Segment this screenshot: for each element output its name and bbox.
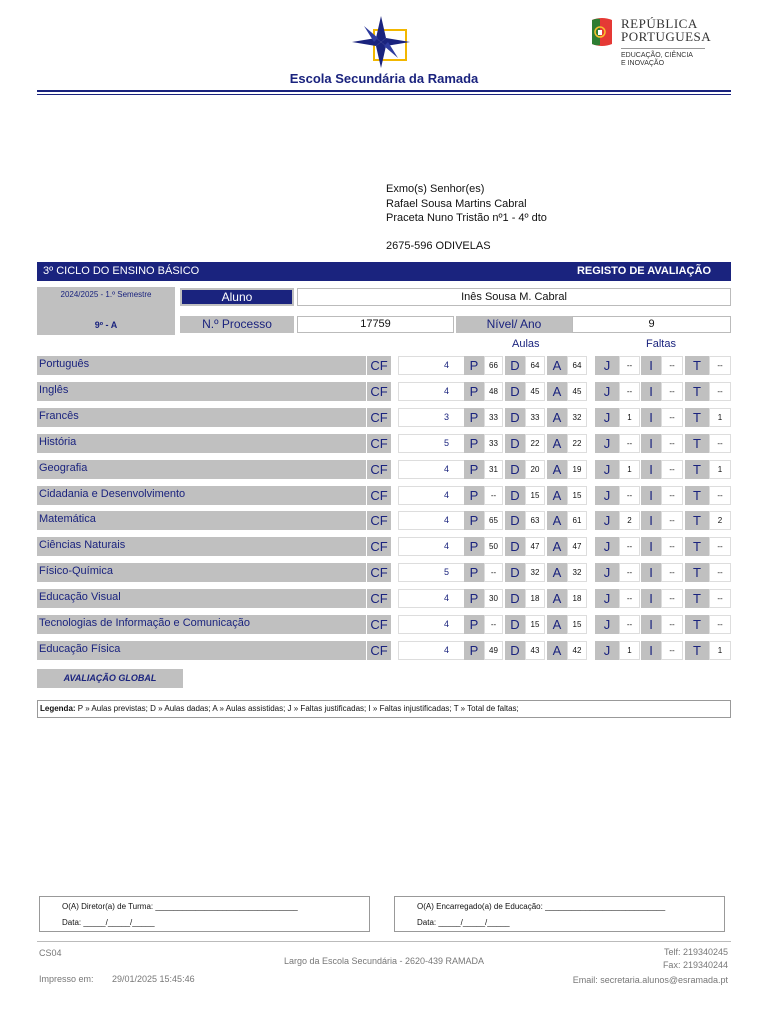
j-label: J <box>595 563 619 582</box>
p-value: 48 <box>484 382 503 401</box>
portugal-flag-icon <box>588 16 616 48</box>
t-label: T <box>685 434 709 453</box>
d-value: 64 <box>525 356 545 375</box>
cf-value: 4 <box>398 382 495 401</box>
j-value: 1 <box>619 460 640 479</box>
cf-label: CF <box>367 486 391 505</box>
i-value: -- <box>661 511 683 530</box>
footer-printed-label: Impresso em: <box>39 974 94 984</box>
t-label: T <box>685 589 709 608</box>
j-label: J <box>595 641 619 660</box>
header-divider <box>37 90 731 92</box>
p-value: -- <box>484 486 503 505</box>
d-label: D <box>505 615 525 634</box>
cf-label: CF <box>367 460 391 479</box>
footer-address: Largo da Escola Secundária - 2620-439 RAMADA <box>283 956 485 966</box>
cf-label: CF <box>367 511 391 530</box>
i-label: I <box>641 641 661 660</box>
footer-divider <box>37 941 731 942</box>
d-label: D <box>505 382 525 401</box>
i-label: I <box>641 382 661 401</box>
p-label: P <box>464 408 484 427</box>
t-value: -- <box>709 382 731 401</box>
j-value: 2 <box>619 511 640 530</box>
t-label: T <box>685 537 709 556</box>
global-evaluation-label: AVALIAÇÃO GLOBAL <box>37 669 183 688</box>
cf-label: CF <box>367 356 391 375</box>
table-row <box>37 356 731 375</box>
cf-label: CF <box>367 537 391 556</box>
a-label: A <box>547 382 567 401</box>
p-value: -- <box>484 563 503 582</box>
j-label: J <box>595 382 619 401</box>
d-label: D <box>505 511 525 530</box>
i-label: I <box>641 408 661 427</box>
subject-name: Educação Física <box>37 641 366 660</box>
p-label: P <box>464 615 484 634</box>
cf-label: CF <box>367 615 391 634</box>
cf-value: 5 <box>398 434 495 453</box>
cf-label: CF <box>367 563 391 582</box>
guardian-signature-line: O(A) Encarregado(a) de Educação: ___________________________ <box>417 902 666 911</box>
i-value: -- <box>661 589 683 608</box>
processo-label: N.º Processo <box>180 316 294 333</box>
j-label: J <box>595 615 619 634</box>
j-value: -- <box>619 537 640 556</box>
d-value: 33 <box>525 408 545 427</box>
subject-name: Geografia <box>37 460 366 479</box>
t-value: -- <box>709 434 731 453</box>
p-value: 33 <box>484 434 503 453</box>
government-logo <box>588 16 728 72</box>
t-value: 1 <box>709 641 731 660</box>
t-label: T <box>685 486 709 505</box>
cf-label: CF <box>367 434 391 453</box>
subject-name: História <box>37 434 366 453</box>
p-label: P <box>464 563 484 582</box>
t-value: 1 <box>709 460 731 479</box>
table-row <box>37 486 731 505</box>
t-value: -- <box>709 486 731 505</box>
aluno-label: Aluno <box>182 290 292 304</box>
p-value: 30 <box>484 589 503 608</box>
p-label: P <box>464 382 484 401</box>
gov-title-line2: PORTUGUESA <box>621 29 712 44</box>
i-label: I <box>641 356 661 375</box>
a-label: A <box>547 511 567 530</box>
t-value: 1 <box>709 408 731 427</box>
p-value: 65 <box>484 511 503 530</box>
p-label: P <box>464 589 484 608</box>
a-label: A <box>547 434 567 453</box>
director-date-line: Data: _____/_____/_____ <box>62 918 155 927</box>
j-value: 1 <box>619 408 640 427</box>
subject-name: Ciências Naturais <box>37 537 366 556</box>
i-value: -- <box>661 641 683 660</box>
p-value: 31 <box>484 460 503 479</box>
d-value: 22 <box>525 434 545 453</box>
a-label: A <box>547 641 567 660</box>
p-label: P <box>464 641 484 660</box>
subject-name: Francês <box>37 408 366 427</box>
legend-text: P » Aulas previstas; D » Aulas dadas; A » Aulas assistidas; J » Faltas justificadas; I » Faltas injustificadas; T » Total de faltas; <box>75 704 519 713</box>
p-label: P <box>464 511 484 530</box>
cf-label: CF <box>367 589 391 608</box>
p-label: P <box>464 486 484 505</box>
t-label: T <box>685 615 709 634</box>
gov-ministry-line1: EDUCAÇÃO, CIÊNCIA <box>621 52 693 59</box>
director-signature-line: O(A) Diretor(a) de Turma: ________________________________ <box>62 902 298 911</box>
t-value: -- <box>709 615 731 634</box>
t-value: -- <box>709 356 731 375</box>
cf-value: 4 <box>398 486 495 505</box>
t-label: T <box>685 563 709 582</box>
semester-label: 2024/2025 - 1.º Semestre <box>60 290 152 299</box>
j-value: -- <box>619 563 640 582</box>
j-value: -- <box>619 382 640 401</box>
j-label: J <box>595 511 619 530</box>
j-label: J <box>595 537 619 556</box>
i-value: -- <box>661 434 683 453</box>
i-label: I <box>641 434 661 453</box>
guardian-date-line: Data: _____/_____/_____ <box>417 918 510 927</box>
a-value: 42 <box>567 641 587 660</box>
j-value: -- <box>619 615 640 634</box>
d-label: D <box>505 537 525 556</box>
p-label: P <box>464 460 484 479</box>
p-value: 49 <box>484 641 503 660</box>
j-value: -- <box>619 486 640 505</box>
table-row <box>37 589 731 608</box>
j-label: J <box>595 356 619 375</box>
faltas-group-label: Faltas <box>646 338 676 350</box>
a-label: A <box>547 460 567 479</box>
address-salutation: Exmo(s) Senhor(es) <box>386 183 485 195</box>
d-value: 32 <box>525 563 545 582</box>
table-row <box>37 563 731 582</box>
a-value: 32 <box>567 563 587 582</box>
i-value: -- <box>661 460 683 479</box>
subject-name: Matemática <box>37 511 366 530</box>
j-label: J <box>595 589 619 608</box>
gov-ministry-line2: E INOVAÇÃO <box>621 60 665 67</box>
a-value: 61 <box>567 511 587 530</box>
table-row <box>37 641 731 660</box>
a-value: 18 <box>567 589 587 608</box>
footer-email: Email: secretaria.alunos@esramada.pt <box>572 975 728 985</box>
subject-name: Educação Visual <box>37 589 366 608</box>
cf-label: CF <box>367 641 391 660</box>
d-label: D <box>505 460 525 479</box>
a-label: A <box>547 486 567 505</box>
j-value: 1 <box>619 641 640 660</box>
cycle-label: 3º CICLO DO ENSINO BÁSICO <box>43 265 200 277</box>
table-row <box>37 615 731 634</box>
subject-name: Tecnologias de Informação e Comunicação <box>37 615 366 634</box>
j-label: J <box>595 486 619 505</box>
p-value: 33 <box>484 408 503 427</box>
j-value: -- <box>619 589 640 608</box>
aulas-group-label: Aulas <box>512 338 540 350</box>
a-label: A <box>547 563 567 582</box>
j-label: J <box>595 460 619 479</box>
cf-value: 4 <box>398 537 495 556</box>
address-street: Praceta Nuno Tristão nº1 - 4º dto <box>386 212 547 224</box>
i-value: -- <box>661 537 683 556</box>
i-label: I <box>641 460 661 479</box>
a-label: A <box>547 408 567 427</box>
t-value: -- <box>709 537 731 556</box>
d-value: 20 <box>525 460 545 479</box>
d-value: 15 <box>525 615 545 634</box>
j-label: J <box>595 408 619 427</box>
t-label: T <box>685 511 709 530</box>
a-value: 22 <box>567 434 587 453</box>
cf-value: 4 <box>398 615 495 634</box>
cf-value: 4 <box>398 641 495 660</box>
i-label: I <box>641 589 661 608</box>
d-value: 45 <box>525 382 545 401</box>
table-row <box>37 511 731 530</box>
cf-value: 4 <box>398 589 495 608</box>
p-value: 66 <box>484 356 503 375</box>
d-label: D <box>505 356 525 375</box>
d-value: 63 <box>525 511 545 530</box>
table-row <box>37 434 731 453</box>
cf-label: CF <box>367 382 391 401</box>
i-value: -- <box>661 408 683 427</box>
a-label: A <box>547 356 567 375</box>
i-value: -- <box>661 382 683 401</box>
subject-name: Cidadania e Desenvolvimento <box>37 486 366 505</box>
t-label: T <box>685 641 709 660</box>
d-value: 47 <box>525 537 545 556</box>
d-label: D <box>505 408 525 427</box>
a-value: 15 <box>567 615 587 634</box>
school-name: Escola Secundária da Ramada <box>289 71 479 86</box>
gov-divider <box>621 48 705 49</box>
t-value: -- <box>709 589 731 608</box>
i-value: -- <box>661 563 683 582</box>
i-label: I <box>641 486 661 505</box>
processo-value: 17759 <box>297 316 454 333</box>
j-value: -- <box>619 434 640 453</box>
address-postal: 2675-596 ODIVELAS <box>386 240 491 252</box>
i-value: -- <box>661 615 683 634</box>
address-name: Rafael Sousa Martins Cabral <box>386 198 527 210</box>
a-label: A <box>547 615 567 634</box>
p-label: P <box>464 537 484 556</box>
p-label: P <box>464 434 484 453</box>
cf-value: 3 <box>398 408 495 427</box>
d-label: D <box>505 563 525 582</box>
header-divider-thin <box>37 94 731 95</box>
i-value: -- <box>661 486 683 505</box>
a-value: 45 <box>567 382 587 401</box>
d-value: 15 <box>525 486 545 505</box>
p-label: P <box>464 356 484 375</box>
t-label: T <box>685 460 709 479</box>
school-logo-icon <box>352 16 410 68</box>
table-row <box>37 460 731 479</box>
t-label: T <box>685 356 709 375</box>
a-value: 15 <box>567 486 587 505</box>
a-value: 19 <box>567 460 587 479</box>
t-label: T <box>685 382 709 401</box>
report-title: REGISTO DE AVALIAÇÃO <box>576 265 711 277</box>
title-band <box>37 262 731 281</box>
j-label: J <box>595 434 619 453</box>
footer-printed-value: 29/01/2025 15:45:46 <box>112 974 195 984</box>
d-label: D <box>505 641 525 660</box>
footer-fax: Fax: 219340244 <box>662 960 728 970</box>
d-label: D <box>505 589 525 608</box>
a-label: A <box>547 537 567 556</box>
cf-value: 4 <box>398 460 495 479</box>
i-label: I <box>641 615 661 634</box>
footer-tel: Telf: 219340245 <box>663 947 728 957</box>
t-value: 2 <box>709 511 731 530</box>
aluno-value: Inês Sousa M. Cabral <box>297 288 731 306</box>
nivel-value: 9 <box>572 316 731 333</box>
d-label: D <box>505 486 525 505</box>
i-value: -- <box>661 356 683 375</box>
t-value: -- <box>709 563 731 582</box>
guardian-signature-box <box>394 896 725 932</box>
table-row <box>37 382 731 401</box>
p-value: -- <box>484 615 503 634</box>
table-row <box>37 537 731 556</box>
class-label: 9º - A <box>94 320 118 330</box>
p-value: 50 <box>484 537 503 556</box>
j-value: -- <box>619 356 640 375</box>
cf-value: 4 <box>398 511 495 530</box>
a-value: 32 <box>567 408 587 427</box>
subject-name: Inglês <box>37 382 366 401</box>
director-signature-box <box>39 896 370 932</box>
table-row <box>37 408 731 427</box>
cf-label: CF <box>367 408 391 427</box>
footer-code: CS04 <box>39 948 62 958</box>
nivel-label: Nível/ Ano <box>456 316 572 333</box>
subject-name: Português <box>37 356 366 375</box>
legend-label: Legenda: <box>40 704 76 713</box>
d-value: 43 <box>525 641 545 660</box>
d-label: D <box>505 434 525 453</box>
t-label: T <box>685 408 709 427</box>
d-value: 18 <box>525 589 545 608</box>
legend <box>37 700 731 718</box>
a-value: 47 <box>567 537 587 556</box>
a-label: A <box>547 589 567 608</box>
i-label: I <box>641 511 661 530</box>
gov-title-line1: REPÚBLICA <box>621 16 698 31</box>
subject-name: Físico-Química <box>37 563 366 582</box>
i-label: I <box>641 563 661 582</box>
cf-value: 4 <box>398 356 495 375</box>
cf-value: 5 <box>398 563 495 582</box>
a-value: 64 <box>567 356 587 375</box>
i-label: I <box>641 537 661 556</box>
